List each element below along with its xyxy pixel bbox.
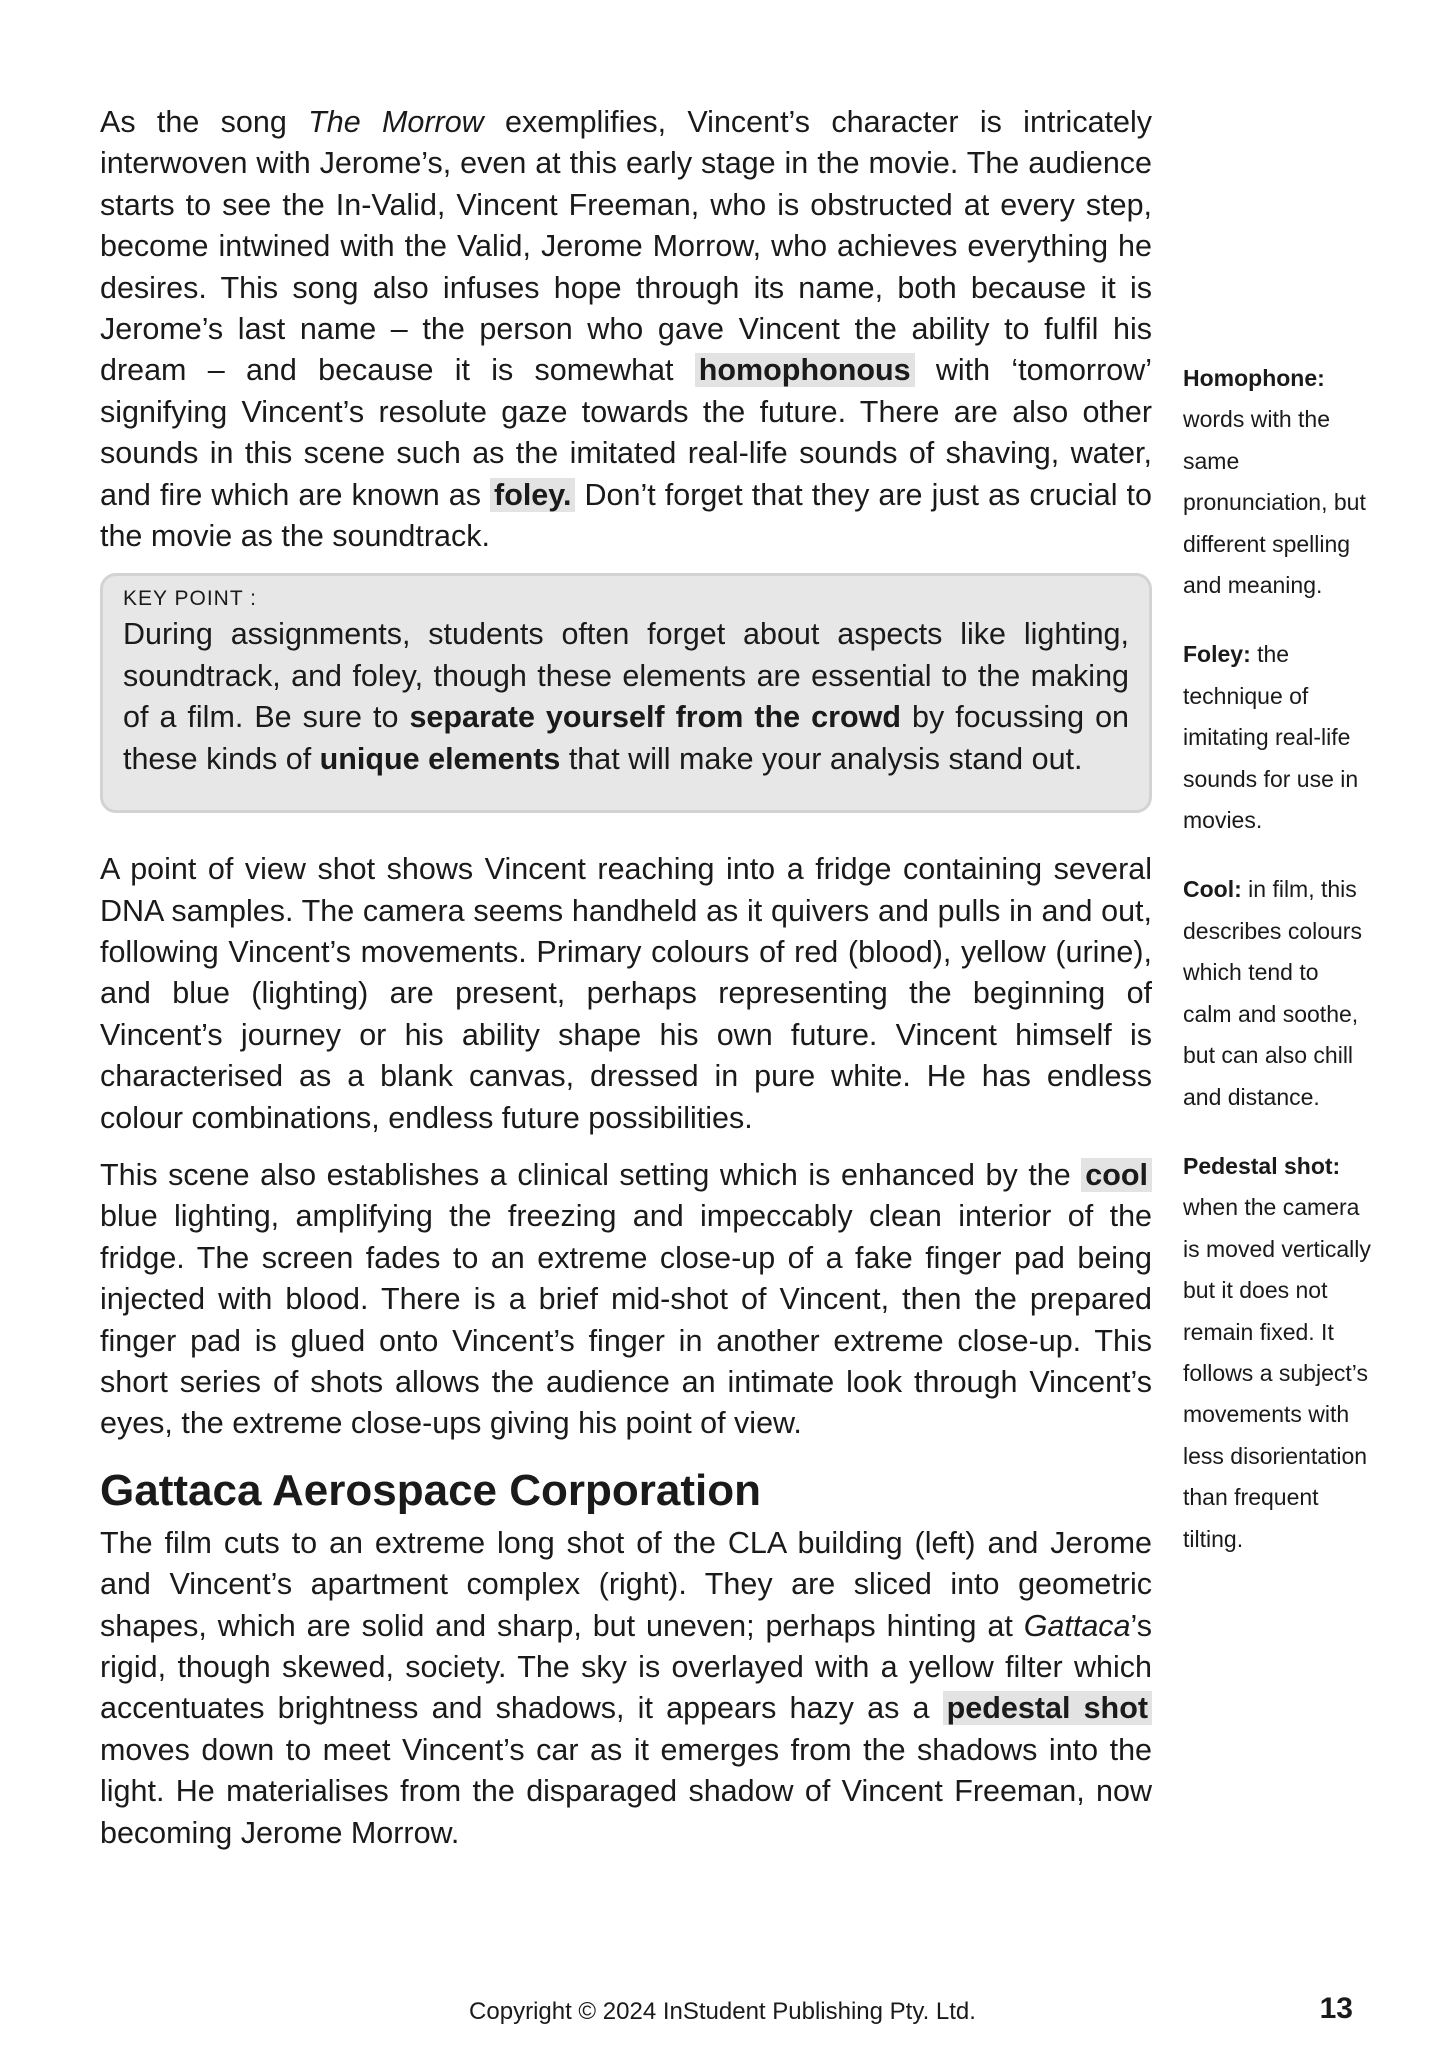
- section-heading: Gattaca Aerospace Corporation: [100, 1465, 761, 1515]
- paragraph-morrow-song: [100, 102, 1152, 557]
- glossary-note-foley: [1183, 634, 1373, 841]
- paragraph-clinical-setting: [100, 1155, 1152, 1445]
- text: This scene also establishes a clinical setting which is enhanced by the: [100, 1157, 1082, 1192]
- glossary-definition: when the camera is moved vertically but it does not remain fixed. It follows a subject’s movements with less disorientation than frequent tilting.: [1183, 1194, 1371, 1552]
- glossary-term: Foley:: [1183, 641, 1251, 668]
- glossary-note-homophone: [1183, 358, 1373, 606]
- page-number: 13: [1319, 1992, 1353, 2025]
- glossary-term: Homophone:: [1183, 365, 1325, 391]
- glossary-definition: the technique of imitating real-life sounds for use in movies.: [1183, 641, 1359, 834]
- key-point-text: [123, 614, 1129, 780]
- glossary-definition: in film, this describes colours which tend to calm and soothe, but can also chill and distance.: [1183, 876, 1362, 1110]
- song-title: The Morrow: [308, 105, 484, 139]
- highlight-foley: foley.: [490, 478, 575, 512]
- glossary-term: Cool:: [1183, 876, 1242, 903]
- paragraph-pov-shot: A point of view shot shows Vincent reaching into a fridge containing several DNA samples. The camera seems handheld as it quivers and pulls in and out, following Vincent’s movements. Primary colours of red (blood), yellow (urine), and blue (lighting) are present, perhaps representing the beginning of Vincent’s journey or his ability shape his own future. Vincent himself is characterised as a blank canvas, dressed in pure white. He has endless colour combinations, endless future possibilities.: [100, 852, 1152, 1135]
- bold-text: unique elements: [319, 741, 561, 776]
- text: As the song: [100, 105, 309, 139]
- text: that will make your analysis stand out.: [560, 741, 1083, 776]
- glossary-note-cool: [1183, 869, 1373, 1117]
- glossary-definition: words with the same pronunciation, but different spelling and meaning.: [1183, 406, 1366, 599]
- highlight-homophonous: homophonous: [695, 353, 915, 387]
- glossary-sidebar: [1183, 358, 1373, 1588]
- bold-text: separate yourself from the crowd: [409, 700, 901, 735]
- text: by focussing on these kinds of: [123, 700, 1129, 776]
- highlight-cool: cool: [1081, 1158, 1152, 1192]
- text: Don’t forget that they are just as crucial to the movie as the soundtrack.: [100, 477, 1152, 554]
- copyright-footer: Copyright © 2024 InStudent Publishing Pty. Ltd.: [469, 1998, 976, 2025]
- text: blue lighting, amplifying the freezing and impeccably clean interior of the fridge. The screen fades to an extreme close-up of a fake finger pad being injected with blood. There is a brief mid-shot of Vincent, then the prepared finger pad is glued onto Vincent’s finger in another extreme close-up. This short series of shots allows the audience an intimate look through Vincent’s eyes, the extreme close-ups giving his point of view.: [100, 1199, 1152, 1441]
- key-point-box: [100, 573, 1152, 813]
- glossary-term: Pedestal shot:: [1183, 1152, 1341, 1179]
- film-title: Gattaca: [1023, 1608, 1131, 1643]
- text: exemplifies, Vincent’s character is intricately interwoven with Jerome’s, even at this early stage in the movie. The audience starts to see the In-Valid, Vincent Freeman, who is obstructed at every step, become intwined with the Valid, Jerome Morrow, who achieves everything he desires. This song also infuses hope through its name, both because it is Jerome’s last name – the person who gave Vincent the ability to fulfil his dream – and because it is somewhat: [100, 105, 1153, 388]
- text: ’s rigid, though skewed, society. The sky is overlayed with a yellow filter which accentuates brightness and shadows, it appears hazy as a: [100, 1608, 1152, 1726]
- text: During assignments, students often forget about aspects like lighting, soundtrack, and foley, though these elements are essential to the making of a film. Be sure to: [123, 617, 1129, 735]
- main-column: [100, 102, 1152, 1870]
- paragraph-aerospace: [100, 1523, 1152, 1854]
- text: The film cuts to an extreme long shot of the CLA building (left) and Jerome and Vincent’s apartment complex (right). They are sliced into geometric shapes, which are solid and sharp, but uneven; perhaps hinting at: [100, 1525, 1152, 1643]
- glossary-note-pedestal-shot: [1183, 1146, 1373, 1560]
- key-point-title: KEY POINT :: [123, 587, 257, 611]
- text: with ‘tomorrow’ signifying Vincent’s resolute gaze towards the future. There are also other sounds in this scene such as the imitated real-life sounds of shaving, water, and fire which are known as: [100, 353, 1152, 512]
- text: moves down to meet Vincent’s car as it emerges from the shadows into the light. He materialises from the disparaged shadow of Vincent Freeman, now becoming Jerome Morrow.: [100, 1732, 1152, 1850]
- highlight-pedestal-shot: pedestal shot: [943, 1691, 1152, 1725]
